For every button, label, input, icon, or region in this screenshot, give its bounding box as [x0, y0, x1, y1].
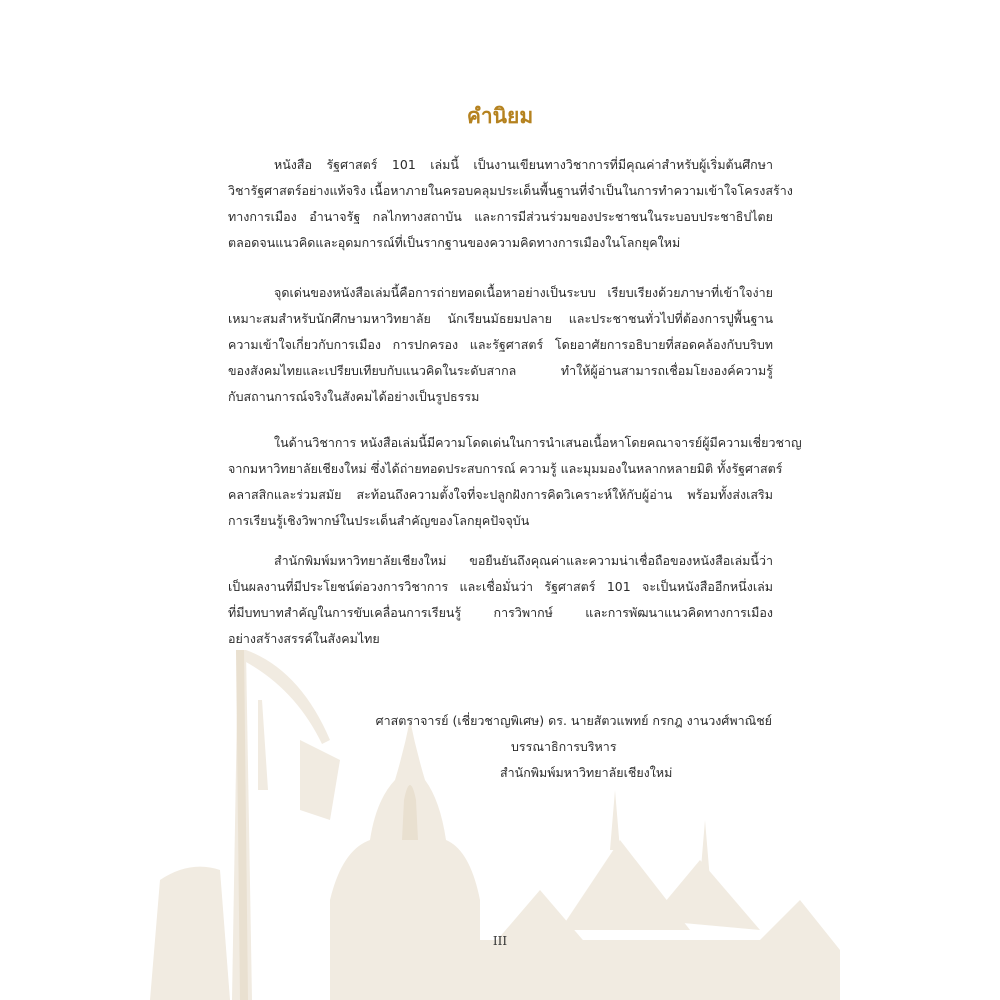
page-number: III	[492, 934, 508, 948]
paragraph-1	[228, 152, 793, 256]
paragraph-line: ความเข้าใจเกี่ยวกับการเมือง การปกครอง และรัฐศาสตร์ โดยอาศัยการอธิบายที่สอดคล้องกับบริบท	[228, 337, 773, 352]
signatory-organization: สำนักพิมพ์มหาวิทยาลัยเชียงใหม่	[500, 765, 673, 780]
paragraph-line: ทางการเมือง อำนาจรัฐ กลไกทางสถาบัน และการมีส่วนร่วมของประชาชนในระบอบประชาธิปไตย	[228, 209, 773, 224]
paragraph-line: ในด้านวิชาการ หนังสือเล่มนี้มีความโดดเด่นในการนำเสนอเนื้อหาโดยคณาจารย์ผู้มีความเชี่ยวชาญ	[274, 435, 802, 450]
paragraph-line: วิชารัฐศาสตร์อย่างแท้จริง เนื้อหาภายในครอบคลุมประเด็นพื้นฐานที่จำเป็นในการทำความเข้าใจโครงสร้าง	[228, 183, 793, 198]
paragraph-line: การเรียนรู้เชิงวิพากษ์ในประเด็นสำคัญของโลกยุคปัจจุบัน	[228, 513, 530, 528]
paragraph-line: สำนักพิมพ์มหาวิทยาลัยเชียงใหม่ ขอยืนยันถึงคุณค่าและความน่าเชื่อถือของหนังสือเล่มนี้ว่า	[274, 553, 773, 568]
paragraph-4	[228, 548, 773, 652]
signatory-position: บรรณาธิการบริหาร	[511, 739, 617, 754]
paragraph-line: คลาสสิกและร่วมสมัย สะท้อนถึงความตั้งใจที่จะปลูกฝังการคิดวิเคราะห์ให้กับผู้อ่าน พร้อมทั้งส่งเสริม	[228, 487, 773, 502]
paragraph-2	[228, 280, 773, 410]
paragraph-line: อย่างสร้างสรรค์ในสังคมไทย	[228, 631, 380, 646]
signatory-name: ศาสตราจารย์ (เชี่ยวชาญพิเศษ) ดร. นายสัตวแพทย์ กรกฎ งานวงศ์พาณิชย์	[375, 713, 772, 728]
paragraph-line: กับสถานการณ์จริงในสังคมได้อย่างเป็นรูปธรรม	[228, 389, 480, 404]
paragraph-line: ตลอดจนแนวคิดและอุดมการณ์ที่เป็นรากฐานของความคิดทางการเมืองในโลกยุคใหม่	[228, 235, 681, 250]
paragraph-line: จุดเด่นของหนังสือเล่มนี้คือการถ่ายทอดเนื้อหาอย่างเป็นระบบ เรียบเรียงด้วยภาษาที่เข้าใจง่าย	[274, 285, 773, 300]
page-title: คำนิยม	[466, 104, 534, 128]
paragraph-3	[228, 430, 802, 534]
paragraph-line: หนังสือ รัฐศาสตร์ 101 เล่มนี้ เป็นงานเขียนทางวิชาการที่มีคุณค่าสำหรับผู้เริ่มต้นศึกษา	[274, 157, 773, 172]
paragraph-line: เหมาะสมสำหรับนักศึกษามหาวิทยาลัย นักเรียนมัธยมปลาย และประชาชนทั่วไปที่ต้องการปูพื้นฐาน	[228, 311, 773, 326]
paragraph-line: จากมหาวิทยาลัยเชียงใหม่ ซึ่งได้ถ่ายทอดประสบการณ์ ความรู้ และมุมมองในหลากหลายมิติ ทั้งรัฐศาสตร์	[228, 461, 783, 476]
paragraph-line: เป็นผลงานที่มีประโยชน์ต่อวงการวิชาการ และเชื่อมั่นว่า รัฐศาสตร์ 101 จะเป็นหนังสืออีกหนึ่งเล่ม	[228, 579, 773, 594]
paragraph-line: ของสังคมไทยและเปรียบเทียบกับแนวคิดในระดับสากล ทำให้ผู้อ่านสามารถเชื่อมโยงองค์ความรู้	[228, 363, 773, 378]
paragraph-line: ที่มีบทบาทสำคัญในการขับเคลื่อนการเรียนรู้ การวิพากษ์ และการพัฒนาแนวคิดทางการเมือง	[228, 605, 773, 620]
signature-block	[372, 708, 772, 786]
